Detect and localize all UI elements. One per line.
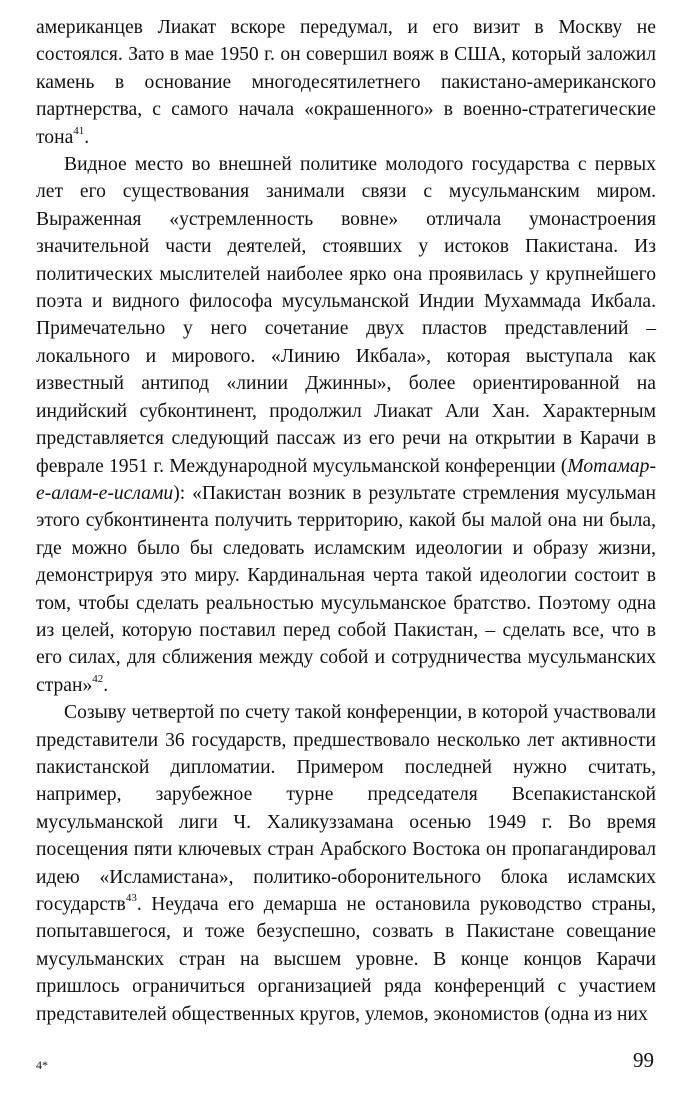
page-body [36,14,656,1028]
text-run: . Неудача его демарша не остановила руководство страны, попытавшегося, и тоже безуспешно, созвать в Пакистане совещание мусульманских стран на высшем уровне. В конце концов Карачи пришлось ограничиться организацией ряда конференций с участием представителей общественных кругов, улемов, экономистов (одна из них [36,894,656,1025]
italic-term: Мотамар-е-алам-е-ислами [36,455,656,504]
text-run: Созыву четвертой по счету такой конференции, в которой участвовали представители 36 государств, предшествовало несколько лет активности пакистанской дипломатии. Примером последней нужно считать, например, зарубежное турне председателя Всепакистанской мусульманской лиги Ч. Халикуззамана осенью 1949 г. Во время посещения пяти ключевых стран Арабского Востока он пропагандировал идею «Исламистана», политико-оборонительного блока исламских государств [36,702,656,915]
paragraph-3 [36,699,656,1028]
text-run: американцев Лиакат вскоре передумал, и его визит в Москву не состоялся. Зато в мае 1950 г. он совершил вояж в США, который заложил камень в основание многодесятилетнего пакистано-американского партнерства, с самого начала «окрашенного» в военно-стратегические тона [36,17,656,148]
paragraph-1 [36,14,656,151]
footnote-marker: 42 [92,672,104,685]
footnote-marker: 43 [125,892,137,904]
signature-mark: 4* [36,1058,48,1072]
text-run: Видное место во внешней политике молодого государства с первых лет его существования занимали связи с мусульманским миром. Выраженная «устремленность вовне» отличала умонастроения значительной части деятелей, стоявших у истоков Пакистана. Из политических мыслителей наиболее ярко она проявилась у крупнейшего поэта и видного философа мусульманской Индии Мухаммада Икбала. Примечательно у него сочетание двух пластов представлений – локального и мирового. «Линию Икбала», которая выступала как известный антипод «линии Джинны», более ориентированной на индийский субконтинент, продолжил Лиакат Али Хан. Характерным представляется следующий пассаж из его речи на открытии в Карачи в феврале 1951 г. Международной мусульманской конференции ( [36,154,656,477]
text-run: . [103,674,109,696]
text-run: . [84,126,90,148]
paragraph-2 [36,151,656,699]
footnote-marker: 41 [73,124,85,137]
page-number: 99 [633,1048,654,1072]
text-run: ): «Пакистан возник в результате стремления мусульман этого субконтинента получить территорию, какой бы малой она ни была, где можно было бы следовать исламским идеологии и образу жизни, демонстрируя это миру. Кардинальная черта такой идеологии состоит в том, чтобы сделать реальностью мусульманское братство. Поэтому одна из целей, которую поставил перед собой Пакистан, – сделать все, что в его силах, для сближения между собой и сотрудничества мусульманских стран» [36,482,656,696]
